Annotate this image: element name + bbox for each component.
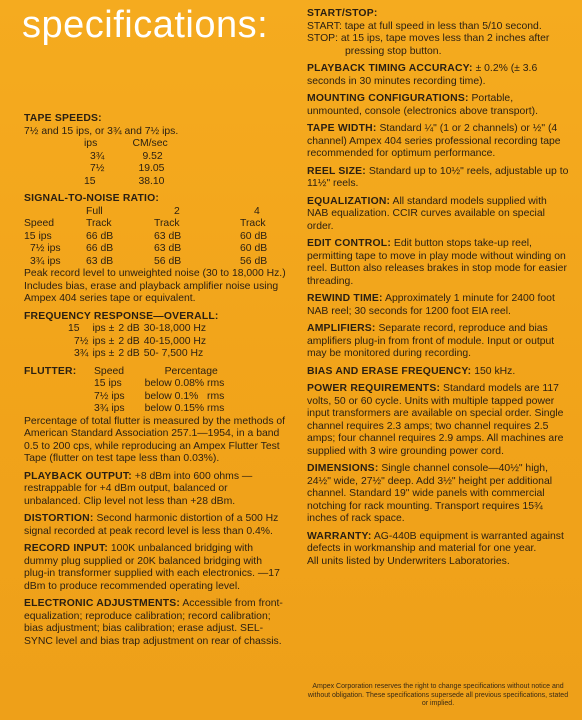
edit-control-section [307,238,569,288]
table-cell: 15 ips [94,378,122,389]
mounting-heading: MOUNTING CONFIGURATIONS: [307,93,469,104]
equalization-text: All standard models supplied with NAB equalization. CCIR curves available on special order. [307,195,547,232]
snr-heading: SIGNAL-TO-NOISE RATIO: [24,193,160,204]
frequency-response-heading: FREQUENCY RESPONSE—OVERALL: [24,310,219,322]
table-row [24,256,267,269]
dimensions-section [307,463,569,526]
bias-heading: BIAS AND ERASE FREQUENCY: [307,365,472,377]
left-column [24,113,286,653]
warranty-heading: WARRANTY: [307,530,372,542]
flutter-section [24,366,286,466]
table-cell: 66 dB [86,243,114,254]
table-cell: Full [86,205,103,217]
table-cell: 19.05 [138,163,165,174]
power-section [307,383,569,458]
table-cell: 63 dB [86,255,114,267]
table-cell: 2 dB [118,323,140,334]
electronic-adjustments-text: Accessible from front-equalization; reproduce calibration; record calibration; bias adjustment; bias calibration; erase adjust. SEL-SYNC level and bias trap adjustment on rear of chassis. [24,598,283,647]
table-row [24,391,244,404]
tape-width-section [307,123,569,161]
footer-disclaimer: Ampex Corporation reserves the right to change specifications without notice and without obligation. These specifications supersede all previous specifications, stated or implied. [307,683,569,708]
amplifiers-text: Separate record, reproduce and bias amplifiers plug-in from front of module. Input or output may be monitored during recording. [307,323,555,359]
table-cell: below 0.08% rms [144,378,225,389]
flutter-heading: FLUTTER: [24,365,77,377]
record-input-text: 100K unbalanced bridging with dummy plug supplied or 20K balanced bridging with plug-in transformer supplied with each electronics. —17 dBm to produce recommended operating level. [24,543,280,592]
timing-text: ± 0.2% (± 3.6 seconds in 30 minutes recording time). [307,63,538,87]
page-title: specifications: [22,4,269,46]
dimensions-text: Single channel console—40½" high, 24½" wide, 27½" deep. Add 3½" height per additional channel. Standard 19" wide panels with commercial notching for rack mounting. Transport requires 15¾ inches of rack space. [307,463,553,524]
table-cell: 9.52 [142,150,163,162]
reel-size-section [307,166,569,191]
tape-speeds-heading: TAPE SPEEDS: [24,113,102,124]
snr-note: Peak record level to unweighted noise (30 to 18,000 Hz.) Includes bias, erase and playback amplifier noise using Ampex 404 series tape or equivalent. [24,268,286,304]
table-cell: 15 [84,175,96,187]
electronic-adjustments-heading: ELECTRONIC ADJUSTMENTS: [24,598,181,609]
tape-width-text: Standard ¼" (1 or 2 channels) or ½" (4 channel) Ampex 404 series professional recording tape recommended for optimum performance. [307,123,561,159]
start-stop-section [307,8,569,58]
table-row [24,403,244,416]
table-cell: 63 dB [154,243,182,254]
table-cell: 66 dB [86,230,114,242]
table-row [84,176,196,189]
flutter-table [24,366,244,416]
table-cell: 2 dB [118,348,140,359]
reel-size-heading: REEL SIZE: [307,165,366,177]
table-cell: 7½ [90,163,105,174]
mounting-text: Portable, unmounted, console (electronics above transport). [307,93,539,117]
snr-table [24,206,267,269]
record-input-heading: RECORD INPUT: [24,543,108,554]
playback-output-section [24,471,286,509]
table-cell: 7½ ips [30,243,61,254]
table-cell: ips ± [92,335,115,347]
snr-section [24,193,286,306]
edit-control-heading: EDIT CONTROL: [307,238,391,249]
table-cell: 3¾ ips [94,403,125,414]
distortion-heading: DISTORTION: [24,513,94,524]
table-row [84,151,196,164]
table-cell: 2 dB [118,335,140,347]
table-cell: 2 [174,205,180,217]
table-cell: ips ± [92,348,115,359]
rewind-text: Approximately 1 minute for 2400 foot NAB reel; 30 seconds for 1200 foot EIA reel. [307,293,555,317]
flutter-note: Percentage of total flutter is measured by the methods of American Standard Association 257.1—1954, in a band 0.5 to 200 cps, while reproducing an Ampex Flutter Test Tape (flutter on test tape less than 0.03%). [24,415,286,464]
tape-speeds-header-cm: CM/sec [132,138,168,149]
tape-speeds-header-ips: ips [84,138,98,149]
power-heading: POWER REQUIREMENTS: [307,383,441,394]
table-cell: 3¾ [74,348,89,359]
record-input-section [24,543,286,593]
table-cell: below 0.1% rms [144,390,225,402]
bias-section [307,366,569,379]
distortion-text: Second harmonic distortion of a 500 Hz signal recorded at peak record level is less than 0.4%. [24,513,279,537]
table-cell: 15 ips [24,230,52,242]
start-stop-heading: START/STOP: [307,8,378,19]
table-cell: 40-15,000 Hz [143,335,207,347]
table-cell: ips ± [92,323,115,334]
frequency-response-table [68,323,210,361]
table-cell: Percentage [164,365,218,377]
amplifiers-heading: AMPLIFIERS: [307,323,376,334]
table-cell: Track [86,218,112,229]
start-text: START: tape at full speed in less than 5/10 second. [307,20,542,32]
table-cell: 3¾ ips [30,255,61,267]
tape-width-heading: TAPE WIDTH: [307,123,377,134]
tape-speeds-table [84,138,196,188]
table-cell: 63 dB [154,230,182,242]
warranty-text: AG-440B equipment is warranted against defects in workmanship and material for one year. [307,530,564,554]
table-cell: 56 dB [240,255,268,267]
table-cell: below 0.15% rms [144,403,225,414]
bias-text: 150 kHz. [474,365,516,377]
table-row [68,336,210,349]
table-cell: 60 dB [240,243,268,254]
table-row [68,323,210,336]
rewind-section [307,293,569,318]
table-cell [24,206,86,219]
table-cell: Speed [94,365,125,377]
tape-speeds-text: 7½ and 15 ips, or 3¾ and 7½ ips. [24,125,179,137]
rewind-heading: REWIND TIME: [307,293,383,304]
table-cell: 7½ ips [94,390,125,402]
table-row [24,231,267,244]
table-cell: 3¾ [90,150,105,162]
reel-size-text: Standard up to 10½" reels, adjustable up to 11½" reels. [307,165,569,189]
power-text: Standard models are 117 volts, 50 or 60 cycle. Units with multiple tapped power input transformers are available on special order. Single channel requires 2.3 amps; two channel requires 2.5 amps; four channel requires 2.9 amps. All machines are supplied with 3 wire grounding power cord. [307,383,564,457]
timing-heading: PLAYBACK TIMING ACCURACY: [307,63,473,74]
ul-listing-text: All units listed by Underwriters Laboratories. [307,555,510,567]
table-cell: 60 dB [240,230,268,242]
table-cell: Track [154,218,180,229]
table-cell: Speed [24,218,55,229]
amplifiers-section [307,323,569,361]
stop-text: STOP: at 15 ips, tape moves less than 2 inches after pressing stop button. [307,33,550,57]
table-cell: 4 [254,205,260,217]
right-column [307,8,569,573]
electronic-adjustments-section [24,598,286,648]
table-cell: Track [240,218,266,229]
equalization-section [307,196,569,234]
table-cell: 56 dB [154,255,182,267]
warranty-section [307,531,569,569]
playback-output-heading: PLAYBACK OUTPUT: [24,470,132,482]
table-cell: 7½ [74,335,89,347]
table-row [24,378,244,391]
table-cell: 30-18,000 Hz [143,323,207,334]
table-row [24,243,267,256]
timing-section [307,63,569,88]
table-cell: 50- 7,500 Hz [143,348,204,359]
table-cell: 38.10 [138,175,165,187]
distortion-section [24,513,286,538]
table-row [68,348,210,361]
playback-output-text: +8 dBm into 600 ohms —restrappable for +4 dBm output, balanced or unbalanced. Clip level not less than +28 dBm. [24,470,253,507]
dimensions-heading: DIMENSIONS: [307,463,379,474]
edit-control-text: Edit button stops take-up reel, permitting tape to move in play mode without winding on reel. Button also releases brakes in stop mode for easier threading. [307,238,567,287]
table-cell: 15 [68,323,80,334]
equalization-heading: EQUALIZATION: [307,195,391,207]
mounting-section [307,93,569,118]
table-row [84,163,196,176]
frequency-response-section [24,311,286,361]
tape-speeds-section [24,113,286,188]
